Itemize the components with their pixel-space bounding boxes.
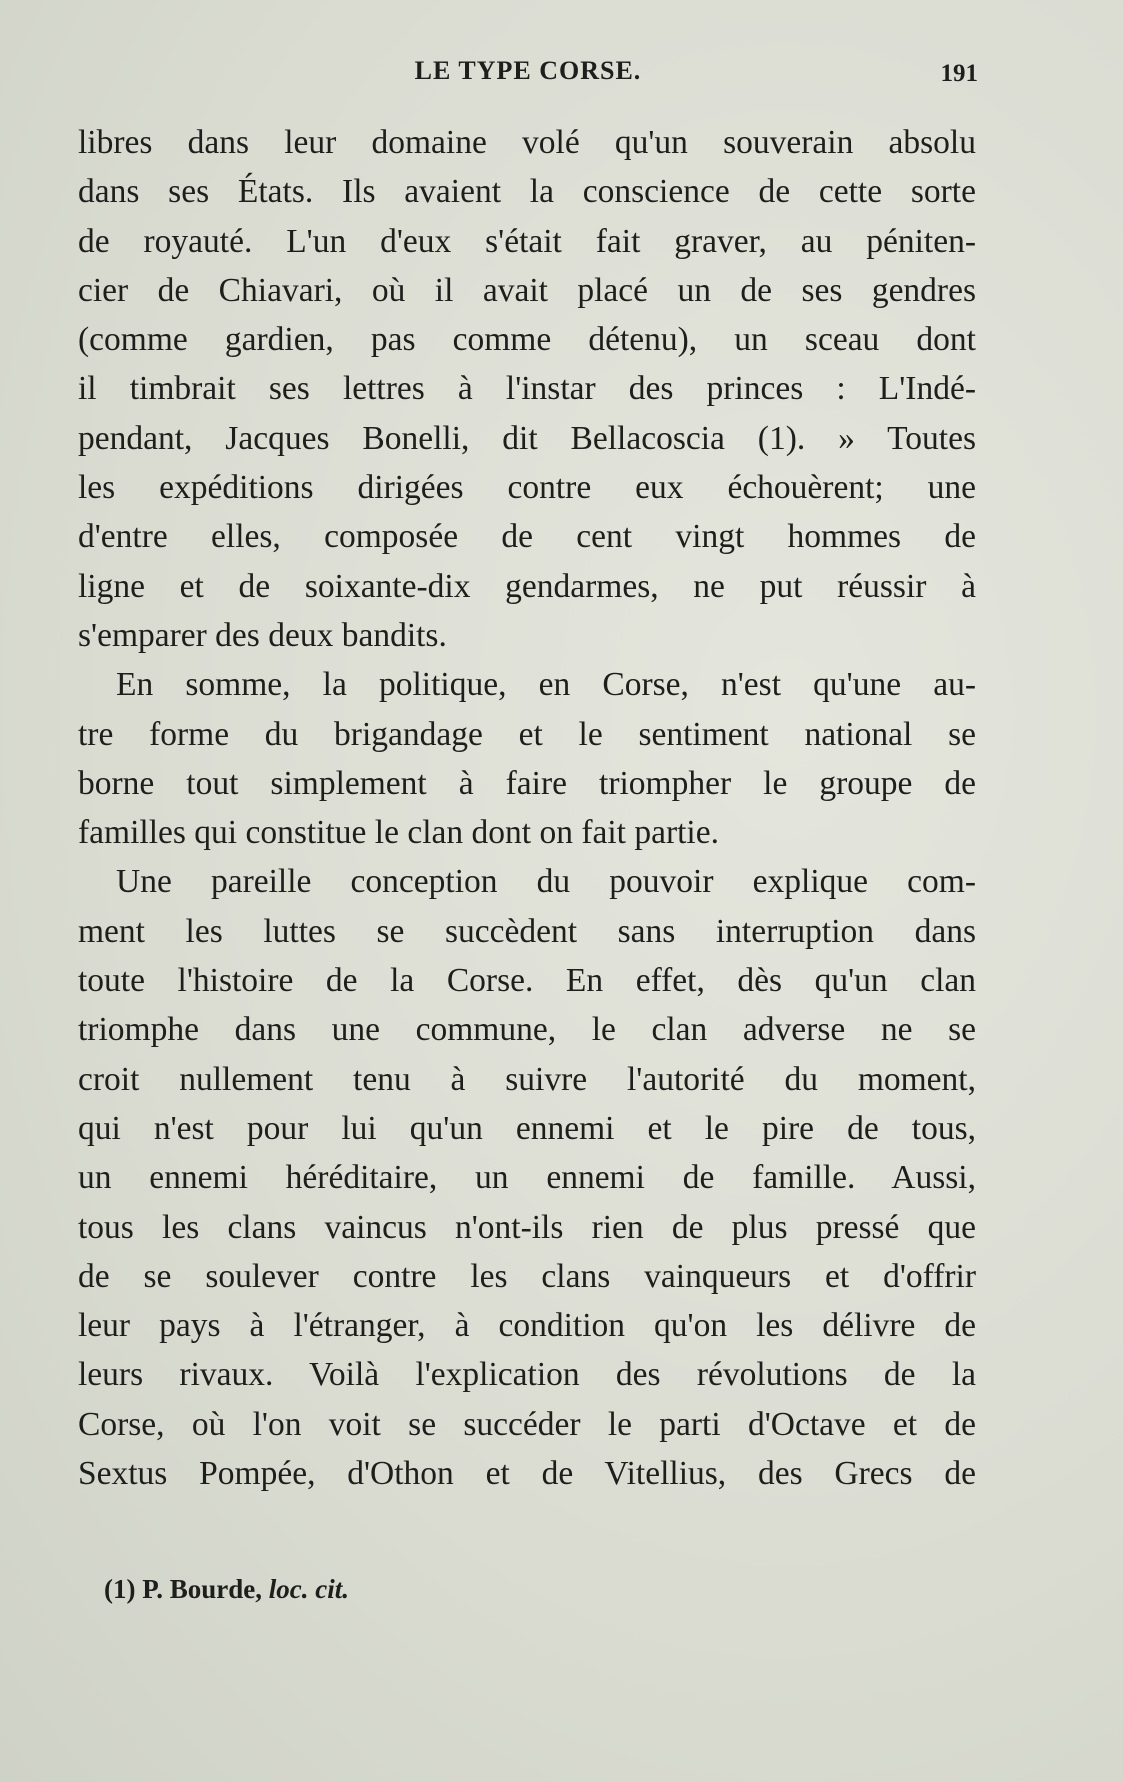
text-line: s'emparer des deux bandits.	[78, 616, 447, 654]
text-line: En somme, la politique, en Corse, n'est qu'une au-	[116, 666, 976, 704]
text-line: triomphe dans une commune, le clan adverse ne se	[78, 1011, 976, 1049]
text-line: ment les luttes se succèdent sans interruption dans	[78, 912, 976, 950]
text-line: (comme gardien, pas comme détenu), un sceau dont	[78, 321, 976, 359]
body-text	[78, 118, 976, 1498]
footnote-citation: loc. cit.	[268, 1574, 349, 1604]
text-line: croit nullement tenu à suivre l'autorité du moment,	[78, 1060, 976, 1098]
text-line: dans ses États. Ils avaient la conscience de cette sorte	[78, 173, 976, 211]
text-line: Une pareille conception du pouvoir explique com-	[116, 863, 976, 901]
page-number: 191	[940, 60, 978, 87]
text-line: de royauté. L'un d'eux s'était fait graver, au péniten-	[78, 222, 976, 260]
text-line: de se soulever contre les clans vainqueurs et d'offrir	[78, 1257, 976, 1295]
text-line: Sextus Pompée, d'Othon et de Vitellius, des Grecs de	[78, 1455, 976, 1493]
text-line: Corse, où l'on voit se succéder le parti d'Octave et de	[78, 1405, 976, 1443]
text-line: il timbrait ses lettres à l'instar des princes : L'Indé-	[78, 370, 976, 408]
text-line: les expéditions dirigées contre eux échouèrent; une	[78, 469, 976, 507]
text-line: libres dans leur domaine volé qu'un souverain absolu	[78, 124, 976, 161]
text-line: tre forme du brigandage et le sentiment national se	[78, 715, 976, 753]
text-line: ligne et de soixante-dix gendarmes, ne put réussir à	[78, 567, 976, 605]
running-title: LE TYPE CORSE.	[414, 56, 642, 85]
text-line: leurs rivaux. Voilà l'explication des révolutions de la	[78, 1356, 976, 1394]
running-head	[78, 56, 978, 96]
text-line: pendant, Jacques Bonelli, dit Bellacoscia (1). » Toutes	[78, 419, 976, 457]
footnote	[104, 1574, 349, 1605]
text-line: leur pays à l'étranger, à condition qu'on les délivre de	[78, 1307, 976, 1345]
text-line: qui n'est pour lui qu'un ennemi et le pire de tous,	[78, 1109, 976, 1147]
text-line: toute l'histoire de la Corse. En effet, dès qu'un clan	[78, 962, 976, 1000]
text-line: borne tout simplement à faire triompher le groupe de	[78, 764, 976, 802]
text-line: cier de Chiavari, où il avait placé un de ses gendres	[78, 271, 976, 309]
text-line: familles qui constitue le clan dont on fait partie.	[78, 814, 719, 852]
footnote-marker: (1) P. Bourde,	[104, 1574, 263, 1604]
text-line: d'entre elles, composée de cent vingt hommes de	[78, 518, 976, 556]
text-line: tous les clans vaincus n'ont-ils rien de plus pressé que	[78, 1208, 976, 1246]
text-line: un ennemi héréditaire, un ennemi de famille. Aussi,	[78, 1159, 976, 1197]
